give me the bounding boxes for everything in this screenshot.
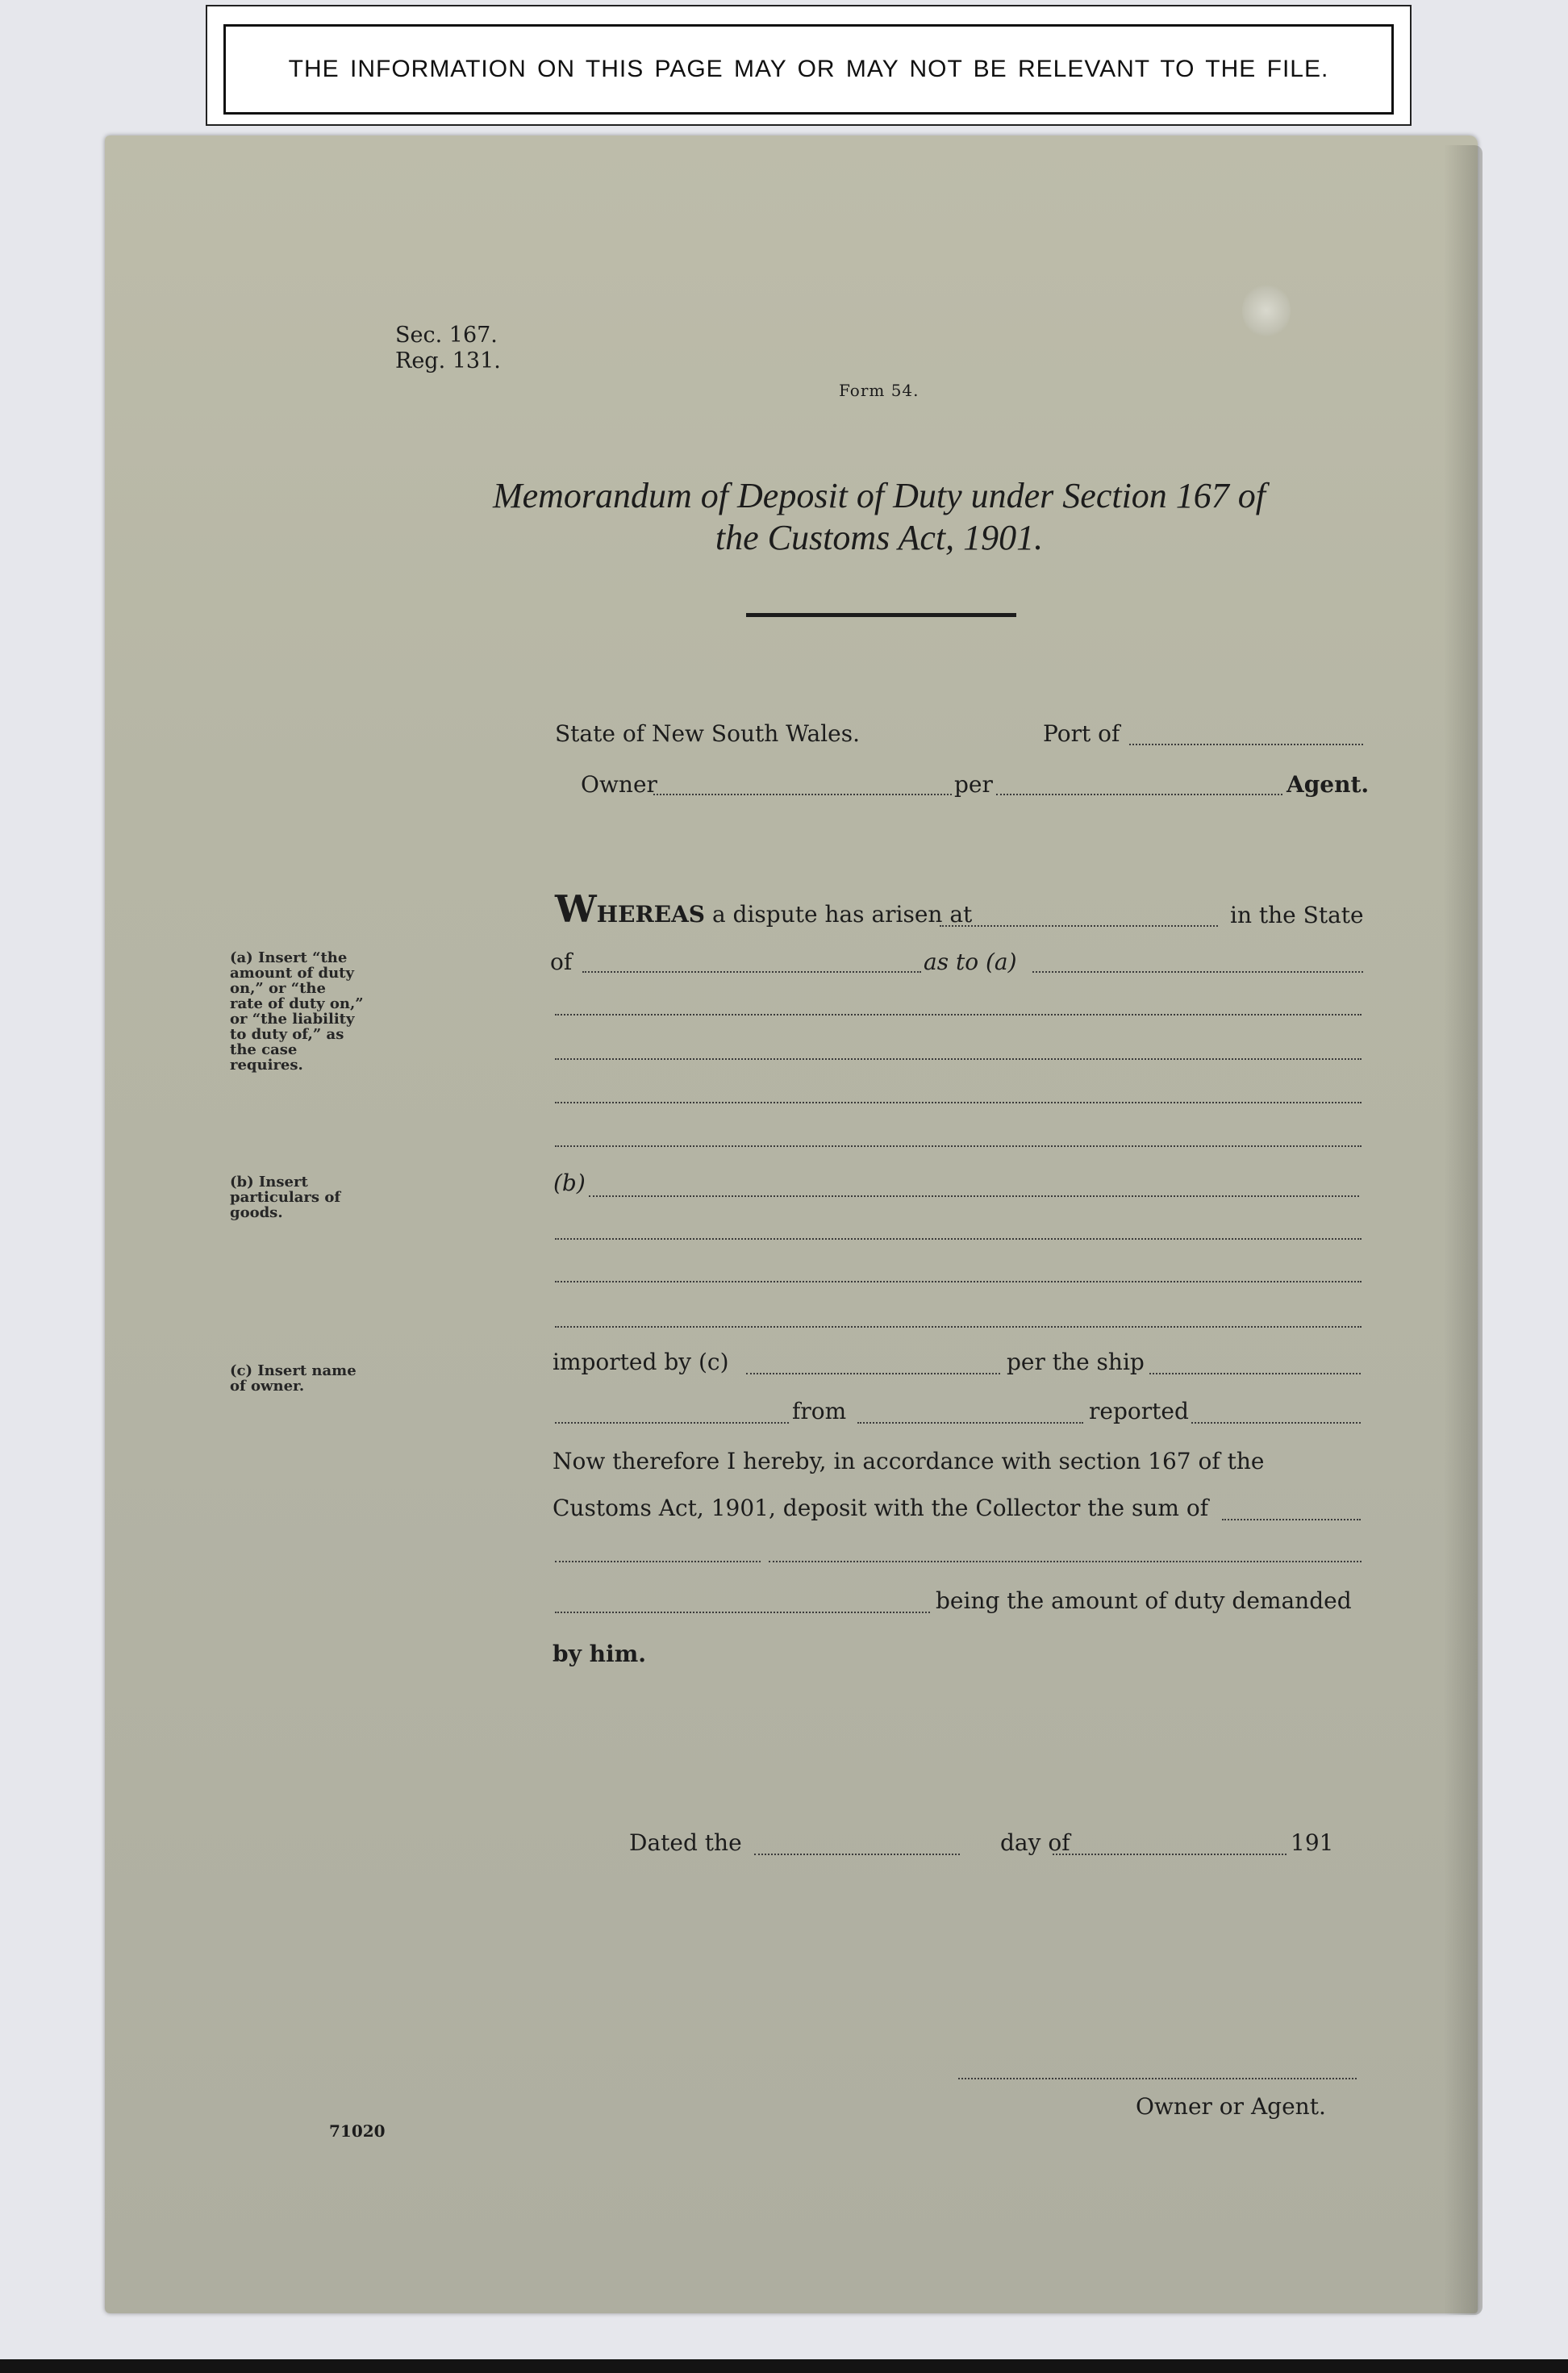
as-to-line-2[interactable] [555,1014,1362,1016]
agent-field[interactable] [996,794,1282,795]
per-ship-label: per the ship [1007,1349,1145,1375]
paper-blemish [1242,282,1291,339]
day-field[interactable] [754,1854,960,1855]
month-field[interactable] [1053,1854,1287,1855]
from-label: from [792,1398,847,1424]
paper-edge-shadow [1444,145,1483,2315]
owner-field[interactable] [653,794,952,795]
per-label: per [954,771,993,798]
by-him-text: by him. [553,1641,646,1667]
sum-line-2a[interactable] [555,1561,761,1562]
goods-line-4[interactable] [555,1326,1362,1328]
relevance-banner [206,5,1412,126]
as-to-label: as to (a) [924,949,1017,975]
dispute-text: a dispute has arisen at [711,901,973,928]
importer-field[interactable] [746,1373,1000,1374]
now-therefore-text: Now therefore I hereby, in accordance with section 167 of the [553,1448,1265,1474]
goods-line-3[interactable] [555,1281,1362,1282]
as-to-field[interactable] [1032,971,1363,973]
as-to-line-5[interactable] [555,1145,1362,1147]
b-label: (b) [553,1170,586,1196]
port-field[interactable] [1129,744,1363,745]
dated-the-label: Dated the [629,1829,742,1856]
day-of-label: day of [1000,1829,1070,1856]
margin-note-b: (b) Insert particulars of goods. [230,1174,341,1221]
sum-line-3[interactable] [555,1612,930,1613]
sum-line-2b[interactable] [769,1561,1362,1562]
banner-text: THE INFORMATION ON THIS PAGE MAY OR MAY NOT BE RELEVANT TO THE FILE. [223,24,1394,115]
whereas-line [555,887,972,931]
as-to-line-3[interactable] [555,1058,1362,1060]
port-label: Port of [1043,720,1120,747]
state-label: State of New South Wales. [555,720,860,747]
form-title-line1: Memorandum of Deposit of Duty under Section 167 of [492,476,1266,515]
title-rule [746,613,1016,617]
state-field[interactable] [582,971,921,973]
regulation-ref: Reg. 131. [395,348,501,373]
form-title-line2: the Customs Act, 1901. [715,518,1044,557]
in-state-label: in the State [1230,902,1364,928]
goods-line-2[interactable] [555,1238,1362,1240]
from-field[interactable] [857,1422,1083,1424]
scan-bottom-edge [0,2359,1568,2373]
imported-by-label: imported by (c) [553,1349,729,1375]
sum-field[interactable] [1222,1519,1361,1520]
reported-label: reported [1089,1398,1189,1424]
section-ref: Sec. 167. [395,323,498,348]
form-number: Form 54. [839,381,920,400]
signature-label: Owner or Agent. [1136,2093,1326,2120]
reported-field[interactable] [1191,1422,1361,1424]
margin-note-a: (a) Insert “the amount of duty on,” or “the rate of duty on,” or “the liability to duty of,” as the case requires. [230,949,364,1074]
owner-label: Owner [581,771,657,798]
signature-field[interactable] [958,2078,1357,2079]
customs-act-text: Customs Act, 1901, deposit with the Collector the sum of [553,1495,1209,1521]
dispute-place-field[interactable] [940,925,1218,927]
as-to-line-4[interactable] [555,1102,1362,1103]
agent-label: Agent. [1287,771,1370,798]
of-label: of [550,949,573,975]
form-sheet [105,136,1478,2313]
year-prefix: 191 [1291,1829,1334,1856]
whereas-initial: W [555,887,597,931]
ship-field[interactable] [1149,1373,1361,1374]
margin-note-c: (c) Insert name of owner. [230,1362,357,1395]
goods-field[interactable] [589,1195,1359,1197]
voyage-origin-prefix-field[interactable] [555,1422,789,1424]
whereas-word: HEREAS [596,901,706,928]
print-code: 71020 [329,2121,386,2141]
being-amount-text: being the amount of duty demanded [936,1587,1352,1614]
